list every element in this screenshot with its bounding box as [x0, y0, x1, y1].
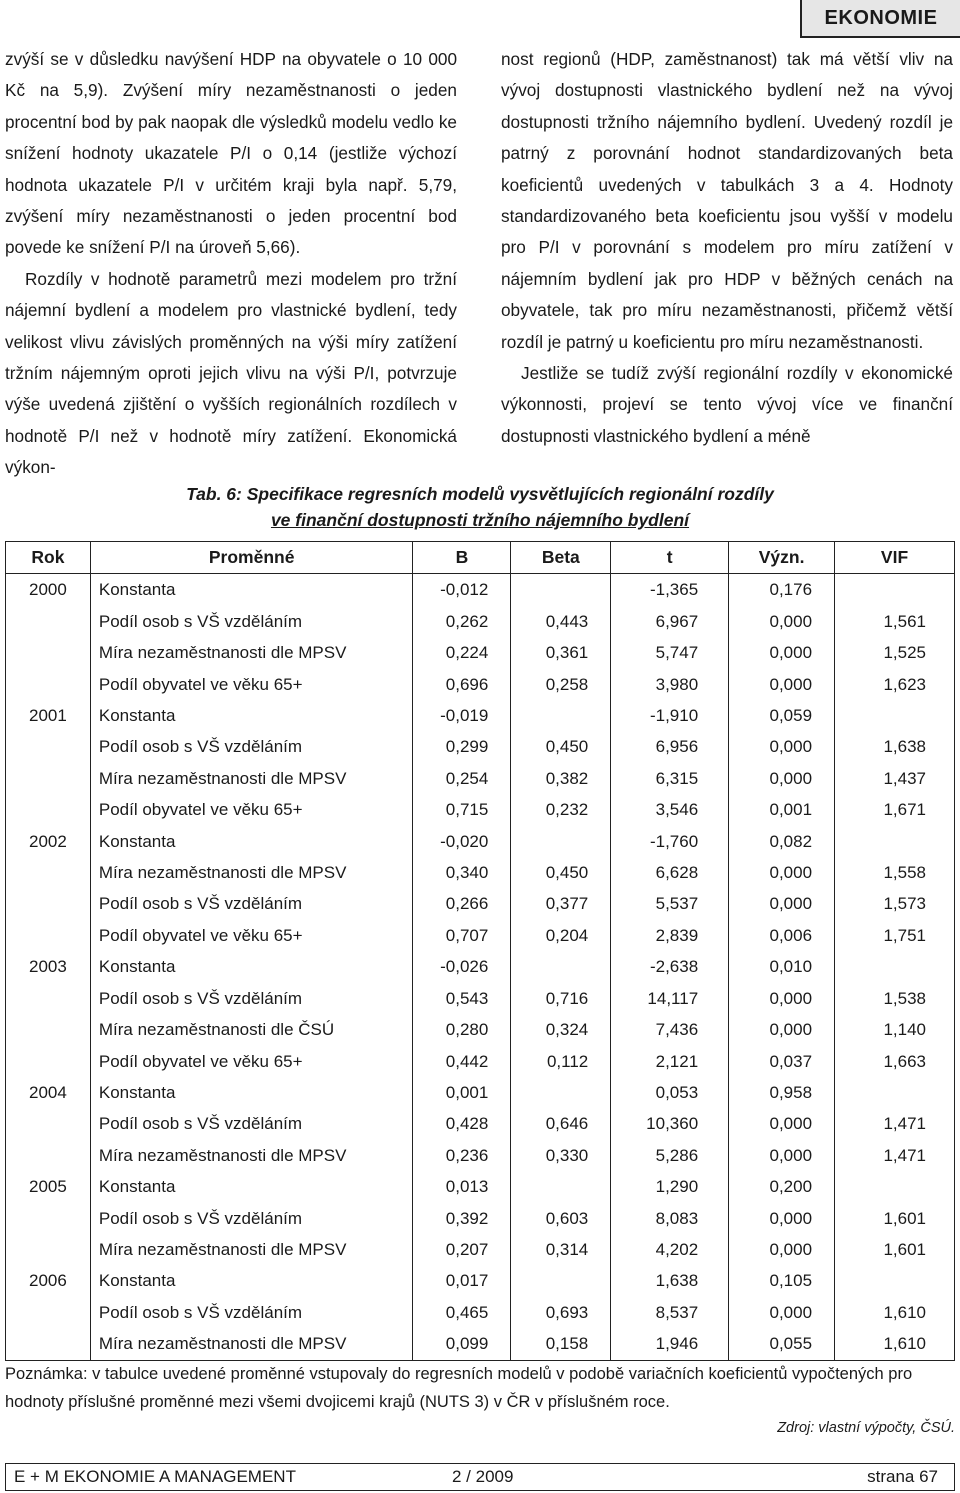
cell-t: 1,290 [611, 1171, 729, 1202]
table-row [6, 606, 955, 637]
cell-variable: Míra nezaměstnanosti dle MPSV [90, 763, 413, 794]
footer-journal: E + M EKONOMIE A MANAGEMENT [14, 1467, 296, 1486]
header-rok: Rok [6, 542, 91, 574]
cell-vif: 1,558 [835, 857, 955, 888]
cell-variable: Míra nezaměstnanosti dle MPSV [90, 857, 413, 888]
cell-beta [511, 826, 611, 857]
cell-significance: 0,001 [729, 794, 835, 825]
table-row [6, 1328, 955, 1360]
cell-beta [511, 1265, 611, 1296]
cell-vif: 1,663 [835, 1046, 955, 1077]
cell-significance: 0,000 [729, 1140, 835, 1171]
left-text-column [5, 44, 457, 484]
cell-vif [835, 1171, 955, 1202]
cell-beta: 0,693 [511, 1297, 611, 1328]
table-row [6, 794, 955, 825]
cell-significance: 0,082 [729, 826, 835, 857]
cell-significance: 0,000 [729, 983, 835, 1014]
cell-variable: Míra nezaměstnanosti dle MPSV [90, 1328, 413, 1360]
cell-year: 2002 [6, 826, 91, 857]
table-row [6, 637, 955, 668]
cell-t: 6,956 [611, 731, 729, 762]
right-text-column [501, 44, 953, 452]
cell-b: 0,236 [413, 1140, 511, 1171]
cell-t: -1,910 [611, 700, 729, 731]
cell-b: -0,019 [413, 700, 511, 731]
cell-t: 1,638 [611, 1265, 729, 1296]
cell-variable: Podíl obyvatel ve věku 65+ [90, 669, 413, 700]
section-label: EKONOMIE [800, 0, 960, 38]
cell-vif: 1,525 [835, 637, 955, 668]
cell-variable: Podíl obyvatel ve věku 65+ [90, 920, 413, 951]
cell-variable: Míra nezaměstnanosti dle MPSV [90, 1234, 413, 1265]
cell-variable: Podíl osob s VŠ vzděláním [90, 731, 413, 762]
cell-vif: 1,601 [835, 1234, 955, 1265]
cell-t: 8,537 [611, 1297, 729, 1328]
table-row [6, 888, 955, 919]
cell-beta: 0,716 [511, 983, 611, 1014]
cell-significance: 0,000 [729, 857, 835, 888]
cell-b: 0,715 [413, 794, 511, 825]
cell-b: 0,099 [413, 1328, 511, 1360]
cell-variable: Konstanta [90, 951, 413, 982]
table-row [6, 1297, 955, 1328]
table-caption-line1: Tab. 6: Specifikace regresních modelů vysvětlujících regionální rozdíly [186, 484, 774, 504]
cell-variable: Míra nezaměstnanosti dle MPSV [90, 637, 413, 668]
cell-b: 0,442 [413, 1046, 511, 1077]
cell-t: -1,760 [611, 826, 729, 857]
cell-variable: Míra nezaměstnanosti dle ČSÚ [90, 1014, 413, 1045]
cell-year [6, 794, 91, 825]
cell-year [6, 1297, 91, 1328]
cell-b: 0,392 [413, 1203, 511, 1234]
cell-beta [511, 700, 611, 731]
paragraph: nost regionů (HDP, zaměstnanost) tak má větší vliv na vývoj dostupnosti vlastnického bydlení než na vývoj dostupnosti tržního nájemního bydlení. Uvedený rozdíl je patrný z porovnání hodnot standardizovaných beta koeficientů uvedených v tabulkách 3 a 4. Hodnoty standardizovaného beta koeficientu jsou vyšší v modelu pro P/I v porovnání s modelem pro míru zatížení v nájemním bydlení jak pro HDP v běžných cenách na obyvatele, tak pro míru nezaměstnanosti, přičemž větší rozdíl je patrný u koeficientu pro míru nezaměstnanosti. [501, 49, 953, 352]
cell-t: 6,628 [611, 857, 729, 888]
cell-b: 0,224 [413, 637, 511, 668]
cell-vif: 1,638 [835, 731, 955, 762]
cell-vif: 1,610 [835, 1297, 955, 1328]
paragraph: Jestliže se tudíž zvýší regionální rozdíly v ekonomické výkonnosti, projeví se tento vývoj více ve finanční dostupnosti vlastnického bydlení a méně [501, 363, 953, 446]
table-row [6, 1203, 955, 1234]
cell-b: 0,013 [413, 1171, 511, 1202]
cell-year: 2004 [6, 1077, 91, 1108]
cell-variable: Podíl osob s VŠ vzděláním [90, 983, 413, 1014]
cell-b: 0,017 [413, 1265, 511, 1296]
cell-t: 5,747 [611, 637, 729, 668]
cell-b: -0,012 [413, 574, 511, 606]
table-row [6, 763, 955, 794]
cell-year [6, 1014, 91, 1045]
cell-t: 6,967 [611, 606, 729, 637]
cell-year [6, 606, 91, 637]
cell-variable: Podíl osob s VŠ vzděláním [90, 888, 413, 919]
table-caption-line2: ve finanční dostupnosti tržního nájemního bydlení [270, 510, 690, 530]
cell-vif: 1,573 [835, 888, 955, 919]
cell-beta: 0,330 [511, 1140, 611, 1171]
cell-beta: 0,450 [511, 731, 611, 762]
table-row [6, 1234, 955, 1265]
cell-vif: 1,471 [835, 1108, 955, 1139]
cell-variable: Podíl osob s VŠ vzděláním [90, 1203, 413, 1234]
regression-table [5, 541, 955, 1361]
cell-year: 2003 [6, 951, 91, 982]
cell-b: -0,020 [413, 826, 511, 857]
cell-vif: 1,671 [835, 794, 955, 825]
cell-b: 0,428 [413, 1108, 511, 1139]
cell-variable: Konstanta [90, 826, 413, 857]
cell-beta: 0,158 [511, 1328, 611, 1360]
cell-beta: 0,314 [511, 1234, 611, 1265]
cell-vif: 1,437 [835, 763, 955, 794]
cell-year [6, 857, 91, 888]
cell-year [6, 637, 91, 668]
cell-beta [511, 1171, 611, 1202]
cell-vif: 1,561 [835, 606, 955, 637]
table-caption [0, 481, 960, 533]
cell-year: 2006 [6, 1265, 91, 1296]
cell-significance: 0,105 [729, 1265, 835, 1296]
table-row [6, 731, 955, 762]
cell-t: 3,980 [611, 669, 729, 700]
cell-beta: 0,258 [511, 669, 611, 700]
cell-variable: Podíl osob s VŠ vzděláním [90, 606, 413, 637]
cell-t: 2,121 [611, 1046, 729, 1077]
table-row [6, 1108, 955, 1139]
cell-t: 0,053 [611, 1077, 729, 1108]
cell-year [6, 763, 91, 794]
cell-b: 0,696 [413, 669, 511, 700]
table-row [6, 1171, 955, 1202]
table-note: Poznámka: v tabulce uvedené proměnné vstupovaly do regresních modelů v podobě variačních koeficientů vypočtených pro hodnoty příslušné proměnné mezi všemi dvojicemi krajů (NUTS 3) v ČR v příslušném roce. [5, 1365, 913, 1411]
cell-beta [511, 951, 611, 982]
cell-beta: 0,112 [511, 1046, 611, 1077]
cell-significance: 0,010 [729, 951, 835, 982]
cell-significance: 0,006 [729, 920, 835, 951]
cell-year [6, 1234, 91, 1265]
cell-beta: 0,603 [511, 1203, 611, 1234]
footer-issue: 2 / 2009 [452, 1467, 514, 1486]
cell-significance: 0,000 [729, 763, 835, 794]
cell-year [6, 1140, 91, 1171]
cell-year [6, 1203, 91, 1234]
header-t: t [611, 542, 729, 574]
cell-beta: 0,450 [511, 857, 611, 888]
cell-beta: 0,382 [511, 763, 611, 794]
cell-b: 0,280 [413, 1014, 511, 1045]
cell-b: 0,254 [413, 763, 511, 794]
cell-t: 8,083 [611, 1203, 729, 1234]
cell-t: 6,315 [611, 763, 729, 794]
cell-significance: 0,200 [729, 1171, 835, 1202]
cell-variable: Konstanta [90, 574, 413, 606]
cell-t: 3,546 [611, 794, 729, 825]
table-row [6, 857, 955, 888]
cell-year [6, 1328, 91, 1360]
table-row [6, 951, 955, 982]
cell-significance: 0,000 [729, 1234, 835, 1265]
cell-vif [835, 1265, 955, 1296]
cell-variable: Konstanta [90, 700, 413, 731]
cell-significance: 0,000 [729, 606, 835, 637]
cell-variable: Podíl osob s VŠ vzděláním [90, 1297, 413, 1328]
header-promenne: Proměnné [90, 542, 413, 574]
cell-year [6, 920, 91, 951]
footer-page: strana 67 [867, 1467, 938, 1486]
cell-significance: 0,176 [729, 574, 835, 606]
table-row [6, 1014, 955, 1045]
cell-b: 0,340 [413, 857, 511, 888]
table-row [6, 1140, 955, 1171]
cell-t: 1,946 [611, 1328, 729, 1360]
cell-significance: 0,055 [729, 1328, 835, 1360]
header-beta: Beta [511, 542, 611, 574]
cell-year [6, 1108, 91, 1139]
cell-year [6, 983, 91, 1014]
source-note: Zdroj: vlastní výpočty, ČSÚ. [777, 1420, 955, 1436]
cell-b: 0,299 [413, 731, 511, 762]
cell-significance: 0,000 [729, 1108, 835, 1139]
cell-vif: 1,471 [835, 1140, 955, 1171]
cell-b: 0,262 [413, 606, 511, 637]
table-row [6, 700, 955, 731]
cell-significance: 0,000 [729, 637, 835, 668]
cell-vif [835, 574, 955, 606]
cell-t: 5,537 [611, 888, 729, 919]
header-vif: VIF [835, 542, 955, 574]
cell-year [6, 669, 91, 700]
cell-significance: 0,059 [729, 700, 835, 731]
cell-significance: 0,000 [729, 731, 835, 762]
cell-significance: 0,958 [729, 1077, 835, 1108]
paragraph: Rozdíly v hodnotě parametrů mezi modelem pro tržní nájemní bydlení a modelem pro vlastnické bydlení, tedy velikost vlivu závislých proměnných na výši míry zatížení tržním nájemným oproti jejich vlivu na výši P/I, potvrzuje výše uvedená zjištění o vyšších regionálních rozdílech v hodnotě P/I než v hodnotě míry zatížení. Ekonomická výkon- [5, 268, 457, 478]
table-row [6, 669, 955, 700]
cell-beta: 0,377 [511, 888, 611, 919]
cell-significance: 0,000 [729, 669, 835, 700]
cell-variable: Míra nezaměstnanosti dle MPSV [90, 1140, 413, 1171]
cell-significance: 0,000 [729, 1297, 835, 1328]
cell-significance: 0,037 [729, 1046, 835, 1077]
cell-vif: 1,601 [835, 1203, 955, 1234]
table-row [6, 826, 955, 857]
cell-b: 0,207 [413, 1234, 511, 1265]
cell-b: 0,465 [413, 1297, 511, 1328]
paragraph: zvýší se v důsledku navýšení HDP na obyvatele o 10 000 Kč na 5,9). Zvýšení míry nezaměstnanosti o jeden procentní bod by pak naopak dle výsledků modelu vedlo ke snížení hodnoty ukazatele P/I o 0,14 (jestliže výchozí hodnota ukazatele P/I v určitém kraji byla např. 5,79, zvýšení míry nezaměstnanosti o jeden procentní bod povede ke snížení P/I na úroveň 5,66). [5, 49, 457, 258]
cell-year: 2005 [6, 1171, 91, 1202]
cell-beta [511, 1077, 611, 1108]
cell-vif: 1,610 [835, 1328, 955, 1360]
cell-b: 0,001 [413, 1077, 511, 1108]
cell-beta [511, 574, 611, 606]
cell-beta: 0,232 [511, 794, 611, 825]
header-vyzn: Význ. [729, 542, 835, 574]
cell-beta: 0,361 [511, 637, 611, 668]
cell-t: 4,202 [611, 1234, 729, 1265]
cell-t: 7,436 [611, 1014, 729, 1045]
cell-t: 2,839 [611, 920, 729, 951]
header-b: B [413, 542, 511, 574]
cell-vif [835, 700, 955, 731]
cell-b: -0,026 [413, 951, 511, 982]
cell-b: 0,707 [413, 920, 511, 951]
table-row [6, 1265, 955, 1296]
cell-variable: Konstanta [90, 1077, 413, 1108]
cell-t: 5,286 [611, 1140, 729, 1171]
cell-b: 0,266 [413, 888, 511, 919]
cell-t: 14,117 [611, 983, 729, 1014]
cell-vif [835, 1077, 955, 1108]
cell-significance: 0,000 [729, 1014, 835, 1045]
cell-year: 2001 [6, 700, 91, 731]
cell-b: 0,543 [413, 983, 511, 1014]
cell-variable: Podíl obyvatel ve věku 65+ [90, 794, 413, 825]
cell-significance: 0,000 [729, 888, 835, 919]
cell-beta: 0,204 [511, 920, 611, 951]
table-row [6, 1046, 955, 1077]
cell-vif: 1,751 [835, 920, 955, 951]
cell-beta: 0,646 [511, 1108, 611, 1139]
cell-variable: Konstanta [90, 1265, 413, 1296]
cell-year [6, 731, 91, 762]
page-footer [5, 1463, 955, 1491]
table-row [6, 983, 955, 1014]
cell-variable: Podíl osob s VŠ vzděláním [90, 1108, 413, 1139]
cell-beta: 0,324 [511, 1014, 611, 1045]
cell-year: 2000 [6, 574, 91, 606]
cell-vif [835, 826, 955, 857]
cell-vif: 1,538 [835, 983, 955, 1014]
cell-year [6, 888, 91, 919]
cell-variable: Konstanta [90, 1171, 413, 1202]
cell-t: -1,365 [611, 574, 729, 606]
cell-significance: 0,000 [729, 1203, 835, 1234]
table-header-row [6, 542, 955, 574]
cell-vif: 1,140 [835, 1014, 955, 1045]
table-row [6, 1077, 955, 1108]
cell-t: 10,360 [611, 1108, 729, 1139]
cell-variable: Podíl obyvatel ve věku 65+ [90, 1046, 413, 1077]
cell-beta: 0,443 [511, 606, 611, 637]
cell-year [6, 1046, 91, 1077]
cell-vif [835, 951, 955, 982]
table-row [6, 574, 955, 606]
cell-vif: 1,623 [835, 669, 955, 700]
table-row [6, 920, 955, 951]
cell-t: -2,638 [611, 951, 729, 982]
